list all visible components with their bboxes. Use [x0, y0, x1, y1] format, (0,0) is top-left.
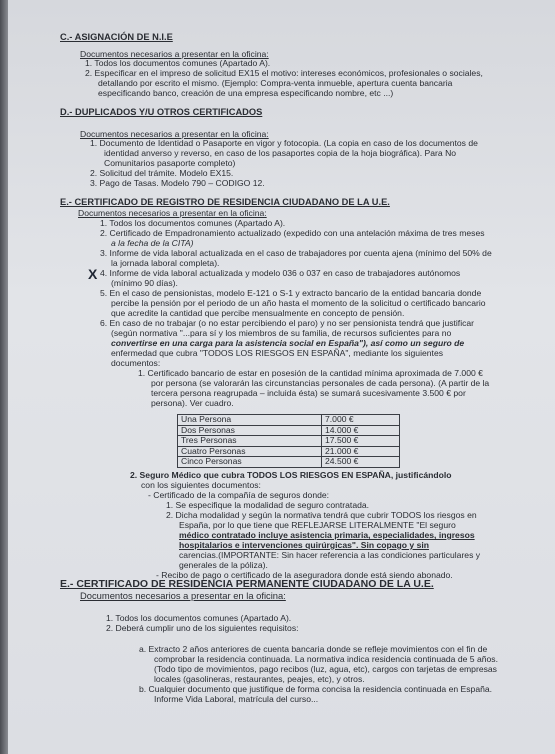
- section-e1-line: que acredite la cantidad que percibe mensualmente en concepto de pensión.: [111, 308, 405, 318]
- page-edge-shadow: [0, 0, 8, 754]
- section-e1-docs-header: Documentos necesarios a presentar en la oficina:: [78, 208, 267, 218]
- section-e1-after-line: hospitalarios e intervenciones quirúrgicas". Sin copago y sin: [179, 540, 430, 550]
- section-d-line: 2. Solicitud del trámite. Modelo EX15.: [90, 168, 234, 178]
- table-cell: 21.000 €: [322, 446, 400, 457]
- section-e1-line: (mínimo 90 días).: [111, 278, 178, 288]
- section-d-line: identidad anverso y reverso, en caso de los pasaportes copia de la hoja biográfica). Para No: [104, 148, 457, 158]
- section-e2-line: 1. Todos los documentos comunes (Apartado A).: [106, 613, 292, 623]
- section-e1-line: enfermedad que cubra "TODOS LOS RIESGOS EN ESPAÑA", mediante los siguientes: [111, 348, 444, 358]
- section-e1-line: percibe la pensión por el periodo de un año hasta el momento de la solicitud o certificado bancario: [111, 298, 486, 308]
- section-e1-line: 1. Todos los documentos comunes (Apartado A).: [100, 218, 286, 228]
- table-row: [178, 436, 400, 447]
- section-e2-docs-header: Documentos necesarios a presentar en la oficina:: [80, 590, 286, 601]
- section-e1-line: 5. En el caso de pensionistas, modelo E-121 o S-1 y extracto bancario de la entidad bancaria donde: [100, 288, 482, 298]
- document-page: [8, 0, 555, 754]
- section-e1-line: tercera persona reagrupada – incluida ésta) se sumará sucesivamente 3.500 € por: [151, 388, 466, 398]
- section-e1-after-line: 1. Se especifique la modalidad de seguro contratada.: [166, 500, 370, 510]
- section-e1-after-line: - Certificado de la compañía de seguros donde:: [148, 490, 330, 500]
- section-e1-after-line: con los siguientes documentos:: [141, 480, 261, 490]
- table-cell: Cuatro Personas: [178, 446, 322, 457]
- section-e1-line: 2. Certificado de Empadronamiento actualizado (expedido con una antelación máxima de tres meses: [100, 228, 485, 238]
- pen-x-mark: X: [88, 266, 98, 282]
- section-e2-title: E.- CERTIFICADO DE RESIDENCIA PERMANENTE CIUDADANO DE LA U.E.: [60, 578, 434, 590]
- table-cell: Una Persona: [178, 415, 322, 426]
- section-e1-line: 4. Informe de vida laboral actualizada y modelo 036 o 037 en caso de trabajadores autónomos: [100, 268, 461, 278]
- section-e1-line: convertirse en una carga para la asistencia social en España"), así como un seguro de: [111, 338, 465, 348]
- table-row: [178, 457, 400, 468]
- section-e1-after-line: médico contratado incluye asistencia primaria, especialidades, ingresos: [179, 530, 475, 540]
- section-e1-line: persona). Ver cuadro.: [151, 398, 234, 408]
- section-e1-line: 3. Informe de vida laboral actualizada en el caso de trabajadores por cuenta ajena (mínimo del 50% de: [100, 248, 492, 258]
- section-e1-after-line: - Recibo de pago o certificado de la aseguradora donde está siendo abonado.: [156, 570, 453, 580]
- section-d-line: Comunitarios pasaporte completo): [104, 158, 236, 168]
- section-e1-after-line: 2. Seguro Médico que cubra TODOS LOS RIESGOS EN ESPAÑA, justificándolo: [130, 470, 452, 480]
- amounts-table: [177, 414, 400, 468]
- section-e1-title: E.- CERTIFICADO DE REGISTRO DE RESIDENCIA CIUDADANO DE LA U.E.: [60, 197, 390, 207]
- table-cell: 24.500 €: [322, 457, 400, 468]
- section-e2-line: b. Cualquier documento que justifique de forma concisa la residencia continuada en España.: [139, 684, 493, 694]
- section-c-docs-header: Documentos necesarios a presentar en la oficina:: [80, 49, 269, 59]
- section-e1-after-line: carencias.(IMPORTANTE: Sin hacer referencia a las condiciones particulares y: [179, 550, 481, 560]
- section-c-title: C.- ASIGNACIÓN DE N.I.E: [60, 32, 173, 42]
- section-c-line: 1. Todos los documentos comunes (Apartado A).: [85, 58, 271, 68]
- section-e1-line: a la fecha de la CITA): [111, 238, 194, 248]
- section-e2-line: 2. Deberá cumplir uno de los siguientes requisitos:: [106, 623, 299, 633]
- section-e1-line: documentos:: [111, 358, 161, 368]
- section-d-title: D.- DUPLICADOS Y/U OTROS CERTIFICADOS: [60, 107, 263, 117]
- table-cell: 17.500 €: [322, 436, 400, 447]
- table-cell: Dos Personas: [178, 425, 322, 436]
- section-e1-after-line: España, por lo que tiene que REFLEJARSE LITERALMENTE "El seguro: [179, 520, 456, 530]
- section-d-line: 1. Documento de Identidad o Pasaporte en vigor y fotocopia. (La copia en caso de los documentos de: [90, 138, 478, 148]
- table-row: [178, 425, 400, 436]
- section-e1-after-line: generales de la póliza).: [179, 560, 268, 570]
- table-cell: 7.000 €: [322, 415, 400, 426]
- section-e1-line: (según normativa "...para sí y los miembros de su familia, de recursos suficientes para no: [111, 328, 452, 338]
- table-cell: Cinco Personas: [178, 457, 322, 468]
- section-c-line: detallando por escrito el mismo. (Ejemplo: Compra-venta inmueble, apertura cuenta bancaria: [98, 78, 453, 88]
- table-row: [178, 415, 400, 426]
- section-c-line: especificando banco, creación de una empresa especificando nombre, etc ...): [98, 88, 394, 98]
- table-row: [178, 446, 400, 457]
- section-e1-line: 1. Certificado bancario de estar en posesión de la cantidad mínima aproximada de 7.000 €: [138, 368, 483, 378]
- table-cell: Tres Personas: [178, 436, 322, 447]
- section-e2-line: Informe Vida Laboral, matrícula del curso...: [154, 694, 319, 704]
- section-e1-after-line: 2. Dicha modalidad y según la normativa tendrá que cubrir TODOS los riesgos en: [166, 510, 477, 520]
- section-c-line: 2. Especificar en el impreso de solicitud EX15 el motivo: intereses económicos, profesionales o sociales,: [85, 68, 483, 78]
- table-cell: 14.000 €: [322, 425, 400, 436]
- section-e1-line: 6. En caso de no trabajar (o no estar percibiendo el paro) y no ser pensionista tendrá que justificar: [100, 318, 475, 328]
- section-e2-line: locales (gasolineras, restaurantes, peajes, etc), y otros.: [154, 674, 365, 684]
- section-d-docs-header: Documentos necesarios a presentar en la oficina:: [80, 129, 269, 139]
- section-e1-line: por persona (se valorarán las circunstancias personales de cada persona). (A partir de la: [151, 378, 490, 388]
- section-e2-line: (Todo tipo de movimientos, pago recibos (luz, agua, etc), cargos con tarjetas de empresas: [154, 664, 497, 674]
- section-e1-line: la jornada laboral completa).: [111, 258, 220, 268]
- section-e2-line: a. Extracto 2 años anteriores de cuenta bancaria donde se refleje movimientos con el fin de: [139, 644, 488, 654]
- section-d-line: 3. Pago de Tasas. Modelo 790 – CODIGO 12.: [90, 178, 265, 188]
- section-e2-line: comprobar la residencia continuada. La normativa indica residencia continuada de 5 años.: [154, 654, 498, 664]
